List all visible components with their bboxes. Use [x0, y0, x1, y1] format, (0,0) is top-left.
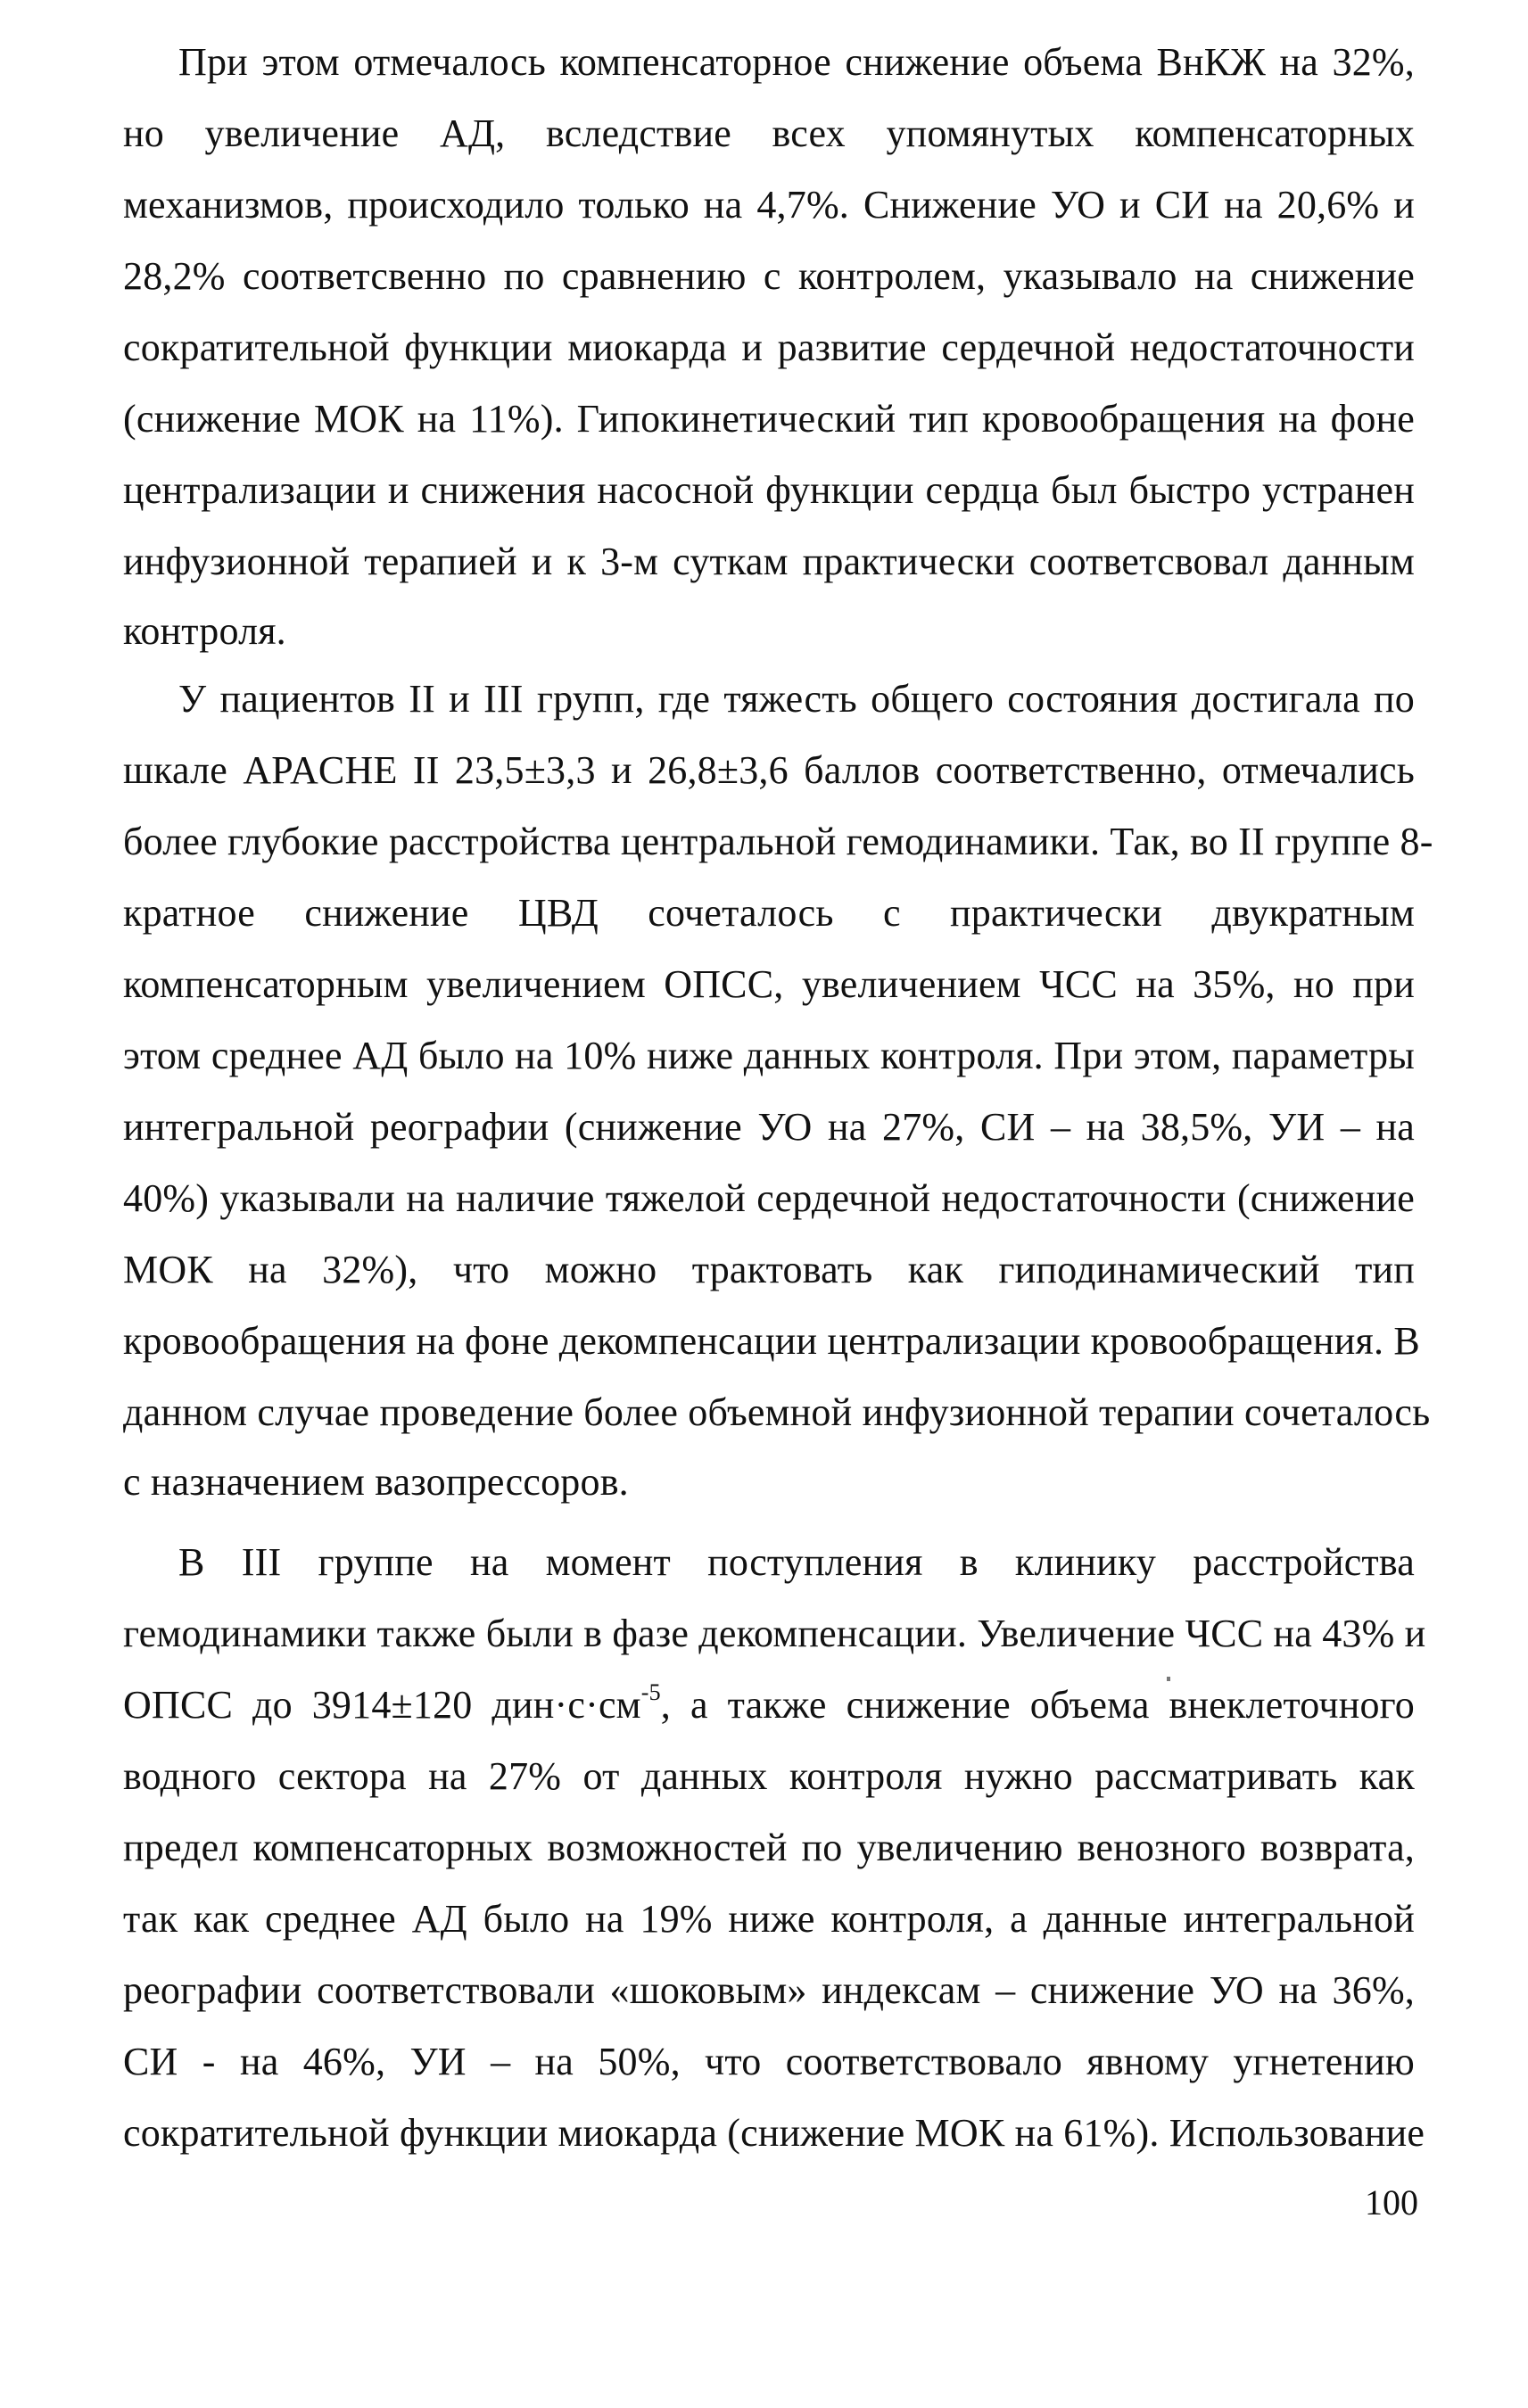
paragraph-3-line-1: В III группе на момент поступления в клинику расстройства	[178, 1540, 1415, 1584]
paragraph-1-line-6: (снижение МОК на 11%). Гипокинетический тип кровообращения на фоне	[123, 397, 1415, 441]
paragraph-3-line-4: водного сектора на 27% от данных контроля нужно рассматривать как	[123, 1754, 1415, 1798]
paragraph-3-line-3-tail: , а также снижение объема внеклеточного	[660, 1683, 1415, 1727]
paragraph-1-line-9: контроля.	[123, 609, 286, 653]
paragraph-3-line-5: предел компенсаторных возможностей по увеличению венозного возврата,	[123, 1826, 1415, 1869]
paragraph-2-line-2: шкале APACHE II 23,5±3,3 и 26,8±3,6 баллов соответственно, отмечались	[123, 748, 1415, 792]
paragraph-2-line-10: кровообращения на фоне декомпенсации централизации кровообращения. В	[123, 1319, 1420, 1363]
paragraph-3-line-9: сократительной функции миокарда (снижение МОК на 61%). Использование	[123, 2111, 1425, 2155]
superscript-exponent: -5	[640, 1679, 661, 1705]
paragraph-3-line-3-head: ОПСС до 3914±120 дин·с·см	[123, 1683, 641, 1727]
paragraph-1-line-8: инфузионной терапией и к 3-м суткам практически соответсвовал данным	[123, 540, 1415, 583]
page-number: 100	[1365, 2182, 1418, 2222]
paragraph-2-line-5: компенсаторным увеличением ОПСС, увеличением ЧСС на 35%, но при	[123, 962, 1415, 1006]
paragraph-1-line-2: но увеличение АД, вследствие всех упомянутых компенсаторных	[123, 111, 1415, 155]
paragraph-3-line-7: реографии соответствовали «шоковым» индексам – снижение УО на 36%,	[123, 1968, 1415, 2012]
paragraph-2-line-12: с назначением вазопрессоров.	[123, 1460, 629, 1504]
paragraph-2-line-3: более глубокие расстройства центральной гемодинамики. Так, во II группе 8-	[123, 820, 1433, 863]
paragraph-3-line-8: СИ - на 46%, УИ – на 50%, что соответствовало явному угнетению	[123, 2040, 1415, 2083]
paragraph-2-line-7: интегральной реографии (снижение УО на 27%, СИ – на 38,5%, УИ – на	[123, 1105, 1415, 1149]
paragraph-1-line-1: При этом отмечалось компенсаторное снижение объема ВнКЖ на 32%,	[178, 40, 1415, 84]
paragraph-3-line-2: гемодинамики также были в фазе декомпенсации. Увеличение ЧСС на 43% и	[123, 1612, 1426, 1655]
scan-speck	[1167, 1677, 1170, 1681]
paragraph-2-line-8: 40%) указывали на наличие тяжелой сердечной недостаточности (снижение	[123, 1176, 1415, 1220]
paragraph-2-line-11: данном случае проведение более объемной инфузионной терапии сочеталось	[123, 1390, 1431, 1434]
paragraph-1-line-7: централизации и снижения насосной функции сердца был быстро устранен	[123, 468, 1415, 512]
paragraph-2-line-4: кратное снижение ЦВД сочеталось с практически двукратным	[123, 891, 1415, 935]
paragraph-1-line-5: сократительной функции миокарда и развитие сердечной недостаточности	[123, 326, 1415, 369]
paragraph-2-line-1: У пациентов II и III групп, где тяжесть общего состояния достигала по	[178, 677, 1415, 721]
paragraph-3-line-6: так как среднее АД было на 19% ниже контроля, а данные интегральной	[123, 1897, 1415, 1941]
paragraph-1-line-3: механизмов, происходило только на 4,7%. Снижение УО и СИ на 20,6% и	[123, 183, 1415, 227]
paragraph-1-line-4: 28,2% соответсвенно по сравнению с контролем, указывало на снижение	[123, 254, 1415, 298]
paragraph-2-line-6: этом среднее АД было на 10% ниже данных контроля. При этом, параметры	[123, 1034, 1415, 1077]
paragraph-3-line-3	[123, 1680, 1415, 1730]
paragraph-2-line-9: МОК на 32%), что можно трактовать как гиподинамический тип	[123, 1248, 1415, 1291]
